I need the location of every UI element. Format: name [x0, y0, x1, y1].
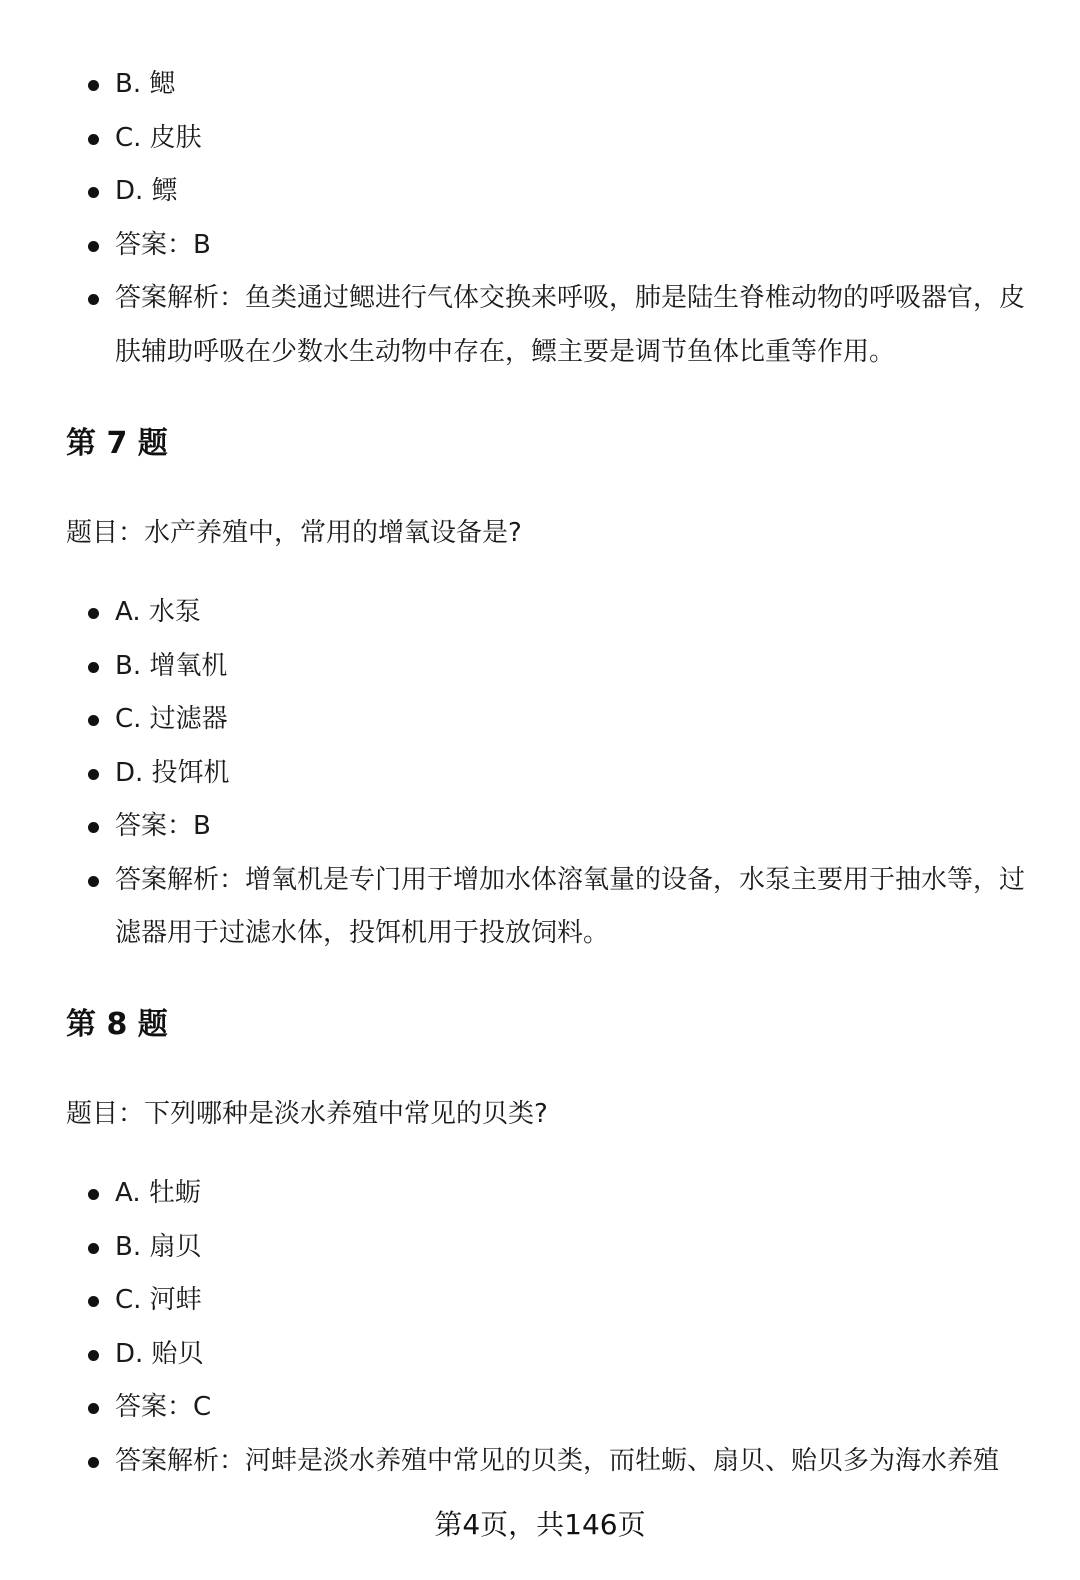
option-a-text: A. 牡蛎 [115, 1178, 201, 1208]
bullet-icon [88, 1189, 99, 1200]
list-item [0, 219, 1080, 273]
page-number: 第4页，共146页 [434, 1508, 646, 1541]
bullet-icon [88, 294, 99, 305]
option-a-text: A. 水泵 [115, 597, 201, 627]
bullet-icon [88, 1243, 99, 1254]
option-b-text: B. 鳃 [115, 69, 176, 99]
list-item [0, 800, 1080, 854]
list-item [0, 112, 1080, 166]
question-7-heading: 第 7 题 [66, 426, 168, 461]
bullet-icon [88, 1457, 99, 1468]
bullet-icon [88, 822, 99, 833]
option-d-text: D. 鳔 [115, 176, 178, 206]
answer-text: 答案：C [115, 1392, 212, 1422]
question-8-stem: 题目：下列哪种是淡水养殖中常见的贝类? [66, 1099, 548, 1129]
bullet-icon [88, 1350, 99, 1361]
list-item [0, 586, 1080, 640]
option-b-text: B. 增氧机 [115, 650, 228, 681]
option-c-text: C. 皮肤 [115, 122, 202, 153]
list-item [0, 1381, 1080, 1435]
q8-options-list [0, 1167, 1080, 1488]
bullet-icon [88, 608, 99, 619]
list-item [0, 1167, 1080, 1221]
bullet-icon [88, 134, 99, 145]
list-item [0, 640, 1080, 694]
answer-text: 答案：B [115, 229, 211, 260]
option-d-text: D. 投饵机 [115, 757, 230, 788]
list-item [0, 693, 1080, 747]
list-item [0, 1328, 1080, 1382]
question-7-stem: 题目：水产养殖中，常用的增氧设备是? [66, 518, 522, 548]
explanation-text: 答案解析：鱼类通过鳃进行气体交换来呼吸，肺是陆生脊椎动物的呼吸器官，皮肤辅助呼吸在少数水生动物中存在，鳔主要是调节鱼体比重等作用。 [115, 283, 1026, 367]
bullet-icon [88, 715, 99, 726]
list-item [0, 1221, 1080, 1275]
bullet-icon [88, 187, 99, 198]
answer-text: 答案：B [115, 811, 211, 841]
option-d-text: D. 贻贝 [115, 1338, 204, 1369]
list-item [0, 747, 1080, 801]
list-item [0, 1274, 1080, 1328]
bullet-icon [88, 1296, 99, 1307]
bullet-icon [88, 1403, 99, 1414]
bullet-icon [88, 769, 99, 780]
list-item [0, 272, 1080, 379]
question-8-heading: 第 8 题 [66, 1007, 168, 1042]
bullet-icon [88, 662, 99, 673]
option-c-text: C. 过滤器 [115, 704, 228, 734]
list-item [0, 58, 1080, 112]
list-item [0, 1435, 1080, 1489]
q7-options-list [0, 586, 1080, 961]
explanation-text: 答案解析：增氧机是专门用于增加水体溶氧量的设备，水泵主要用于抽水等，过滤器用于过滤水体，投饵机用于投放饲料。 [115, 864, 1026, 948]
bullet-icon [88, 80, 99, 91]
bullet-icon [88, 876, 99, 887]
list-item [0, 854, 1080, 961]
bullet-icon [88, 241, 99, 252]
option-c-text: C. 河蚌 [115, 1285, 202, 1315]
list-item [0, 165, 1080, 219]
explanation-text: 答案解析：河蚌是淡水养殖中常见的贝类，而牡蛎、扇贝、贻贝多为海水养殖 [115, 1445, 1000, 1476]
option-b-text: B. 扇贝 [115, 1231, 202, 1262]
q6-options-list [0, 58, 1080, 379]
